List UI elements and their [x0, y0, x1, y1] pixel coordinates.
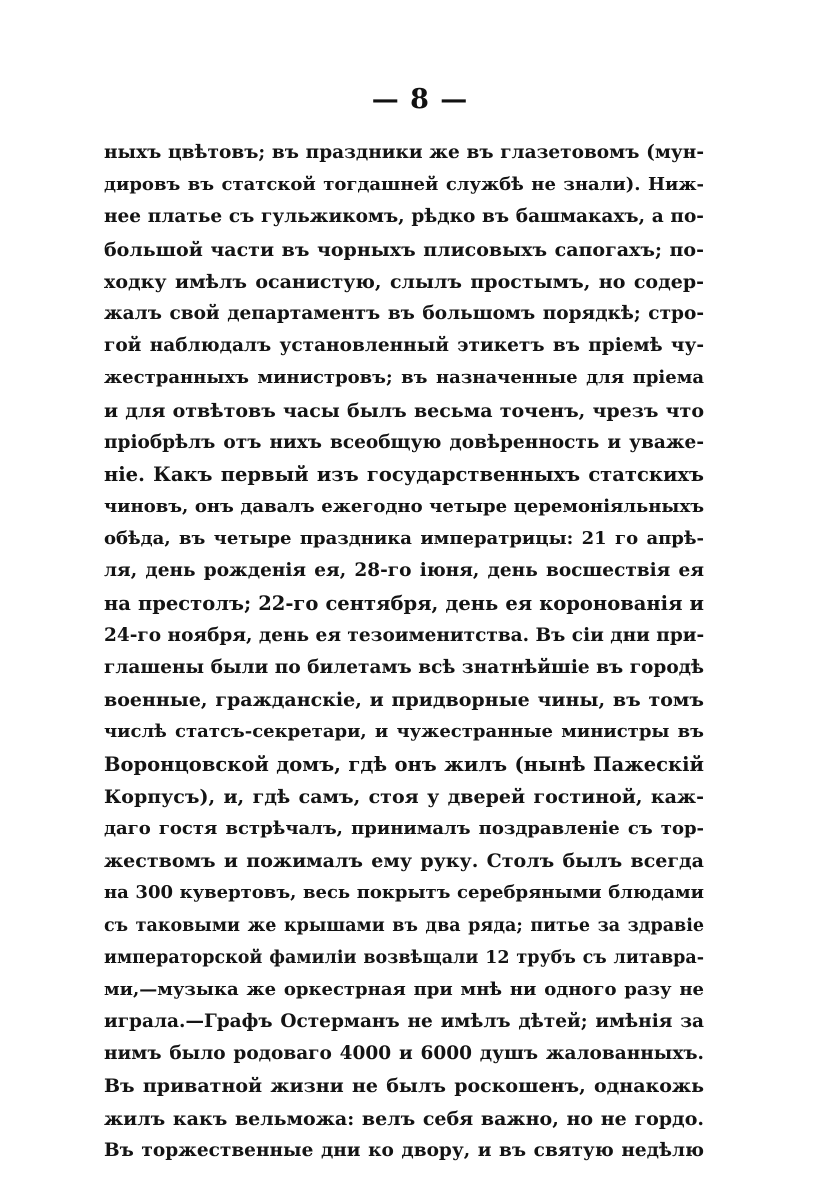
text-line: императорской фамиліи возвѣщали 12 трубъ съ литавра- — [104, 947, 704, 968]
text-line: нимъ было родоваго 4000 и 6000 душъ жалованныхъ. — [104, 1043, 704, 1065]
text-line: нее платье съ гульжикомъ, рѣдко въ башмакахъ, а по- — [104, 206, 704, 228]
text-line: Воронцовской домъ, гдѣ онъ жилъ (нынѣ Пажескій — [104, 752, 704, 776]
body-text — [104, 137, 704, 1167]
text-line: ніе. Какъ первый изъ государственныхъ статскихъ — [104, 462, 704, 486]
text-line: военные, гражданскіе, и придворные чины, въ томъ — [104, 689, 704, 712]
text-line: и для отвѣтовъ часы былъ весьма точенъ, чрезъ что — [104, 399, 704, 422]
text-line: Въ приватной жизни не былъ роскошенъ, однакожь — [104, 1075, 704, 1098]
text-line: жилъ какъ вельможа: велъ себя важно, но не гордо. — [104, 1107, 704, 1130]
text-line: ля, день рожденія ея, 28-го іюня, день восшествія ея — [104, 560, 704, 582]
text-line: съ таковыми же крышами въ два ряда; питье за здравіе — [104, 915, 704, 936]
text-line: обѣда, въ четыре праздника императрицы: 21 го апрѣ- — [104, 528, 704, 550]
text-line: на престолъ; 22-го сентября, день ея коронованія и — [104, 591, 704, 615]
text-line: Въ торжественные дни ко двору, и въ святую недѣлю — [104, 1139, 704, 1161]
text-line: числѣ статсъ-секретари, и чужестранные министры въ — [104, 721, 704, 743]
text-line: жествомъ и пожималъ ему руку. Столъ былъ всегда — [104, 850, 704, 873]
text-line: дировъ въ статской тогдашней службѣ не знали). Ниж- — [104, 174, 704, 196]
text-line: играла.—Графъ Остерманъ не имѣлъ дѣтей; имѣнія за — [104, 1011, 704, 1033]
text-line: ходку имѣлъ осанистую, слылъ простымъ, но содер- — [104, 270, 704, 293]
text-line: пріобрѣлъ отъ нихъ всеобщую довѣренность и уваже- — [104, 431, 704, 453]
text-line: 24-го ноября, день ея тезоименитства. Въ сіи дни при- — [104, 624, 705, 646]
text-line: глашены были по билетамъ всѣ знатнѣйшіе въ городѣ — [104, 657, 704, 678]
text-line: ныхъ цвѣтовъ; въ праздники же въ глазетовомъ (мун- — [104, 142, 704, 163]
text-line: Корпусъ), и, гдѣ самъ, стоя у дверей гостиной, каж- — [104, 785, 704, 808]
text-line: большой части въ чорныхъ плисовыхъ сапогахъ; по- — [104, 238, 704, 261]
text-line: гой наблюдалъ установленный этикетъ въ пріемѣ чу- — [104, 335, 704, 357]
text-line: ми,—музыка же оркестрная при мнѣ ни одного разу не — [104, 978, 704, 1000]
text-line: жестранныхъ министровъ; въ назначенные для пріема — [104, 367, 704, 389]
text-line: жалъ свой департаментъ въ большомъ порядкѣ; стро- — [104, 302, 704, 324]
text-line: чиновъ, онъ давалъ ежегодно четыре церемоніяльныхъ — [104, 496, 704, 518]
page-number: — 8 — — [371, 84, 469, 115]
text-line: даго гостя встрѣчалъ, принималъ поздравленіе съ тор- — [104, 817, 704, 839]
text-line: на 300 кувертовъ, весь покрытъ серебряными блюдами — [104, 882, 704, 904]
